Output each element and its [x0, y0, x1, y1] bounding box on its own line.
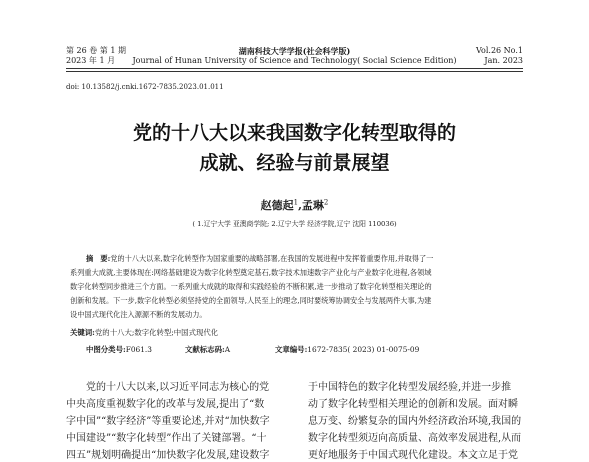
body-left-line-1: 党的十八大以来,以习近平同志为核心的党	[66, 382, 270, 393]
abstract-line-5: 设中国式现代化注入源源不断的发展动力。	[70, 310, 207, 319]
header-journal-en: Journal of Hunan University of Science and Technology( Social Science Edition)	[132, 56, 457, 65]
header-volume-en	[476, 46, 523, 66]
header-date-en: Jan. 2023	[484, 56, 523, 65]
body-left-line-4: 中国建设”“数字化转型”作出了关键部署。“十	[66, 433, 267, 444]
author-1-sup: 1	[293, 198, 299, 207]
article-value: 1672-7835( 2023) 01-0075-09	[307, 345, 420, 354]
keywords	[70, 327, 218, 338]
abstract-line-2: 系列重大成就,主要体现在:网络基础建设为数字化转型奠定基石,数字技术加速数字产业化与产业数字化进程,各领域	[70, 268, 432, 277]
abstract-text-1: 党的十八大以来,数字化转型作为国家重要的战略部署,在我国的发展进程中发挥着重要作用,并取得了一	[110, 254, 434, 263]
clc-label: 中图分类号:	[86, 345, 126, 354]
title-line-1: 党的十八大以来我国数字化转型取得的	[132, 122, 456, 144]
header-vol-no: 第 26 卷 第 1 期	[66, 46, 126, 55]
author-2-sup: 2	[323, 198, 329, 207]
body-right-line-3: 息万变、纷繁复杂的国内外经济政治环境,我国的	[308, 416, 522, 427]
keywords-label: 关键词:	[70, 328, 95, 337]
title-line-2: 成就、经验与前景展望	[199, 152, 390, 174]
header-rule-top	[66, 68, 523, 69]
clc-number	[86, 344, 152, 355]
body-right-line-2: 动了数字化转型相关理论的创新和发展。面对瞬	[308, 399, 518, 410]
body-left-line-3: 字中国”“数字经济”等重要论述,并对“加快数字	[66, 416, 270, 427]
header-journal-cn: 湖南科技大学学报(社会科学版)	[238, 46, 351, 56]
author-2: 孟琳	[301, 199, 324, 212]
article-label: 文章编号:	[275, 345, 308, 354]
doc-value: A	[224, 345, 231, 354]
body-left-line-2: 中央高度重视数字化的改革与发展,提出了“数	[66, 399, 265, 410]
body-right-line-4: 数字化转型须迈向高质量、高效率发展进程,从而	[308, 433, 522, 444]
article-number	[275, 344, 419, 355]
affiliation: ( 1.辽宁大学 亚澳商学院; 2.辽宁大学 经济学院,辽宁 沈阳 110036)	[192, 220, 397, 228]
header-date-cn: 2023 年 1 月	[66, 56, 116, 65]
doc-label: 文献标志码:	[185, 345, 225, 354]
header-rule-bottom	[66, 71, 523, 72]
keywords-value: 党的十八大;数字化转型;中国式现代化	[94, 328, 219, 337]
author-1: 赵德起	[260, 199, 294, 212]
abstract-line-4: 创新和发展。下一步,数字化转型必须坚持党的全面领导,人民至上的理念,同时要统筹协调安全与发展两件大事,为建	[70, 296, 432, 305]
clc-value: F061.3	[125, 345, 152, 354]
header-vol-en: Vol.26 No.1	[476, 46, 523, 55]
abstract-line-1	[86, 254, 538, 263]
author-separator: ,	[298, 199, 302, 212]
doc-code	[185, 344, 230, 355]
body-right-line-5: 更好地服务于中国式现代化建设。本文立足于党	[308, 450, 518, 461]
doi: doi: 10.13582/j.cnki.1672-7835.2023.01.011	[66, 83, 224, 91]
body-left-line-5: 四五”规划明确提出“加快数字化发展,建设数字	[66, 450, 270, 461]
abstract-line-3: 数字化转型同步推进三个方面。一系列重大成就的取得和实践经验的不断积累,进一步推动了数字化转型相关理论的	[70, 282, 432, 291]
abstract-label: 摘 要:	[86, 254, 111, 263]
body-right-line-1: 于中国特色的数字化转型发展经验,并进一步推	[308, 382, 512, 393]
authors	[0, 197, 589, 213]
